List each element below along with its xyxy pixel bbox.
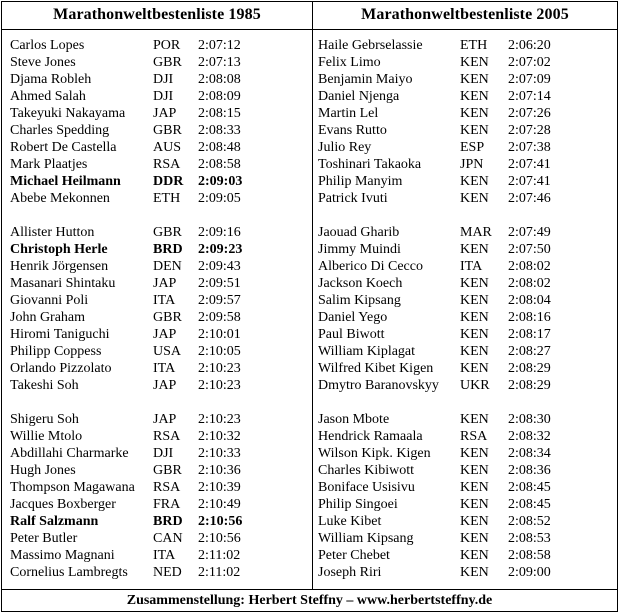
runner-country: KEN xyxy=(460,514,489,529)
runner-country: DJI xyxy=(153,446,174,461)
runner-time: 2:06:20 xyxy=(508,38,551,53)
runner-time: 2:11:02 xyxy=(198,565,241,580)
runner-country: KEN xyxy=(460,531,489,546)
runner-name: Abdillahi Charmarke xyxy=(10,446,129,461)
runner-country: USA xyxy=(153,344,182,359)
runner-name: Christoph Herle xyxy=(10,242,108,257)
title-2005: Marathonweltbestenliste 2005 xyxy=(361,6,569,23)
runner-country: JAP xyxy=(153,327,177,342)
runner-country: DDR xyxy=(153,174,184,189)
runner-time: 2:08:53 xyxy=(508,531,551,546)
runner-name: Takeshi Soh xyxy=(10,378,79,393)
runner-name: Philipp Coppess xyxy=(10,344,102,359)
runner-country: KEN xyxy=(460,276,489,291)
runner-time: 2:08:34 xyxy=(508,446,551,461)
runner-country: RSA xyxy=(153,480,181,495)
runner-time: 2:09:51 xyxy=(198,276,241,291)
runner-name: Jacques Boxberger xyxy=(10,497,116,512)
runner-time: 2:07:28 xyxy=(508,123,551,138)
runner-name: Joseph Riri xyxy=(318,565,382,580)
runner-name: Wilson Kipk. Kigen xyxy=(318,446,431,461)
runner-country: KEN xyxy=(460,361,489,376)
runner-time: 2:08:32 xyxy=(508,429,551,444)
runner-name: Hendrick Ramaala xyxy=(318,429,423,444)
runner-name: Julio Rey xyxy=(318,140,372,155)
runner-time: 2:07:12 xyxy=(198,38,241,53)
runner-country: KEN xyxy=(460,72,489,87)
runner-country: RSA xyxy=(153,429,181,444)
runner-time: 2:10:23 xyxy=(198,361,241,376)
runner-country: JAP xyxy=(153,412,177,427)
runner-name: Alberico Di Cecco xyxy=(318,259,423,274)
runner-name: Haile Gebrselassie xyxy=(318,38,423,53)
runner-time: 2:08:48 xyxy=(198,140,241,155)
runner-name: Carlos Lopes xyxy=(10,38,85,53)
runner-time: 2:08:02 xyxy=(508,276,551,291)
runner-time: 2:08:30 xyxy=(508,412,551,427)
runner-name: Charles Spedding xyxy=(10,123,110,138)
runner-time: 2:10:36 xyxy=(198,463,241,478)
runner-time: 2:09:43 xyxy=(198,259,241,274)
runner-time: 2:10:23 xyxy=(198,412,241,427)
runner-time: 2:09:16 xyxy=(198,225,241,240)
runner-country: ETH xyxy=(153,191,181,206)
runner-country: KEN xyxy=(460,344,489,359)
runner-time: 2:09:57 xyxy=(198,293,241,308)
runner-country: KEN xyxy=(460,548,489,563)
runner-country: KEN xyxy=(460,106,489,121)
runner-time: 2:10:49 xyxy=(198,497,241,512)
runner-country: UKR xyxy=(460,378,490,393)
runner-time: 2:10:01 xyxy=(198,327,241,342)
runner-name: Ahmed Salah xyxy=(10,89,86,104)
runner-name: Toshinari Takaoka xyxy=(318,157,422,172)
runner-time: 2:08:09 xyxy=(198,89,241,104)
runner-name: Boniface Usisivu xyxy=(318,480,415,495)
runner-name: Jackson Koech xyxy=(318,276,403,291)
runner-time: 2:07:09 xyxy=(508,72,551,87)
runner-time: 2:10:05 xyxy=(198,344,241,359)
footer-divider xyxy=(2,589,617,590)
runner-country: JPN xyxy=(460,157,484,172)
runner-country: GBR xyxy=(153,463,182,478)
runner-name: Evans Rutto xyxy=(318,123,387,138)
runner-country: JAP xyxy=(153,106,177,121)
runner-time: 2:07:50 xyxy=(508,242,551,257)
runner-time: 2:09:05 xyxy=(198,191,241,206)
runner-country: DJI xyxy=(153,72,174,87)
runner-name: Robert De Castella xyxy=(10,140,117,155)
runner-country: KEN xyxy=(460,565,489,580)
runner-time: 2:08:45 xyxy=(508,497,551,512)
runner-time: 2:07:49 xyxy=(508,225,551,240)
runner-name: Patrick Ivuti xyxy=(318,191,388,206)
runner-name: Michael Heilmann xyxy=(10,174,121,189)
runner-name: Martin Lel xyxy=(318,106,379,121)
runner-name: Charles Kibiwott xyxy=(318,463,415,478)
ranking-table xyxy=(1,1,618,612)
runner-name: Djama Robleh xyxy=(10,72,92,87)
runner-time: 2:08:36 xyxy=(508,463,551,478)
runner-country: JAP xyxy=(153,378,177,393)
runner-time: 2:10:23 xyxy=(198,378,241,393)
runner-country: FRA xyxy=(153,497,181,512)
runner-country: KEN xyxy=(460,123,489,138)
runner-name: Peter Butler xyxy=(10,531,78,546)
runner-name: Shigeru Soh xyxy=(10,412,79,427)
runner-name: Takeyuki Nakayama xyxy=(10,106,126,121)
runner-country: JAP xyxy=(153,276,177,291)
header-divider xyxy=(2,29,617,30)
runner-country: KEN xyxy=(460,310,489,325)
runner-name: Wilfred Kibet Kigen xyxy=(318,361,434,376)
runner-name: Massimo Magnani xyxy=(10,548,115,563)
runner-name: Felix Limo xyxy=(318,55,381,70)
runner-time: 2:08:16 xyxy=(508,310,551,325)
runner-time: 2:08:33 xyxy=(198,123,241,138)
runner-country: DEN xyxy=(153,259,182,274)
title-1985: Marathonweltbestenliste 1985 xyxy=(53,6,261,23)
runner-country: CAN xyxy=(153,531,183,546)
runner-country: KEN xyxy=(460,191,489,206)
runner-country: POR xyxy=(153,38,181,53)
runner-name: Peter Chebet xyxy=(318,548,390,563)
runner-name: Abebe Mekonnen xyxy=(10,191,110,206)
runner-time: 2:08:17 xyxy=(508,327,551,342)
runner-time: 2:08:58 xyxy=(198,157,241,172)
runner-name: John Graham xyxy=(10,310,86,325)
runner-time: 2:08:27 xyxy=(508,344,551,359)
runner-country: ITA xyxy=(153,293,176,308)
runner-country: KEN xyxy=(460,327,489,342)
runner-name: Jason Mbote xyxy=(318,412,390,427)
runner-time: 2:07:26 xyxy=(508,106,551,121)
runner-name: Jaouad Gharib xyxy=(318,225,400,240)
runner-name: Giovanni Poli xyxy=(10,293,89,308)
runner-name: Cornelius Lambregts xyxy=(10,565,128,580)
runner-name: Hiromi Taniguchi xyxy=(10,327,110,342)
runner-country: ITA xyxy=(460,259,483,274)
runner-time: 2:07:38 xyxy=(508,140,551,155)
runner-name: Philip Singoei xyxy=(318,497,398,512)
runner-country: KEN xyxy=(460,89,489,104)
runner-time: 2:08:02 xyxy=(508,259,551,274)
runner-name: Willie Mtolo xyxy=(10,429,83,444)
runner-country: KEN xyxy=(460,497,489,512)
runner-country: NED xyxy=(153,565,182,580)
runner-name: Ralf Salzmann xyxy=(10,514,99,529)
runner-time: 2:08:29 xyxy=(508,361,551,376)
runner-time: 2:09:03 xyxy=(198,174,243,189)
runner-country: KEN xyxy=(460,293,489,308)
runner-time: 2:07:41 xyxy=(508,157,551,172)
runner-country: GBR xyxy=(153,123,182,138)
runner-country: RSA xyxy=(460,429,488,444)
runner-time: 2:09:58 xyxy=(198,310,241,325)
runner-name: Mark Plaatjes xyxy=(10,157,88,172)
runner-time: 2:07:02 xyxy=(508,55,551,70)
runner-time: 2:08:45 xyxy=(508,480,551,495)
runner-name: Daniel Yego xyxy=(318,310,388,325)
runner-country: DJI xyxy=(153,89,174,104)
runner-country: GBR xyxy=(153,310,182,325)
runner-name: Orlando Pizzolato xyxy=(10,361,112,376)
runner-time: 2:07:41 xyxy=(508,174,551,189)
runner-name: Steve Jones xyxy=(10,55,76,70)
runner-name: Masanari Shintaku xyxy=(10,276,116,291)
runner-country: KEN xyxy=(460,412,489,427)
runner-time: 2:07:46 xyxy=(508,191,551,206)
runner-time: 2:08:04 xyxy=(508,293,551,308)
runner-time: 2:09:00 xyxy=(508,565,551,580)
runner-time: 2:08:08 xyxy=(198,72,241,87)
runner-name: Henrik Jörgensen xyxy=(10,259,109,274)
runner-time: 2:10:39 xyxy=(198,480,241,495)
runner-name: Luke Kibet xyxy=(318,514,382,529)
runner-country: BRD xyxy=(153,514,183,529)
runner-name: Paul Biwott xyxy=(318,327,385,342)
runner-time: 2:10:56 xyxy=(198,531,241,546)
runner-country: KEN xyxy=(460,242,489,257)
runner-time: 2:09:23 xyxy=(198,242,243,257)
runner-name: Philip Manyim xyxy=(318,174,403,189)
runner-country: KEN xyxy=(460,463,489,478)
runner-name: Hugh Jones xyxy=(10,463,76,478)
runner-country: KEN xyxy=(460,480,489,495)
runner-name: Jimmy Muindi xyxy=(318,242,401,257)
runner-country: ESP xyxy=(460,140,485,155)
runner-name: William Kiplagat xyxy=(318,344,416,359)
runner-country: ITA xyxy=(153,361,176,376)
footer-credit: Zusammenstellung: Herbert Steffny – www.herbertsteffny.de xyxy=(126,593,493,608)
runner-name: Thompson Magawana xyxy=(10,480,135,495)
runner-country: BRD xyxy=(153,242,183,257)
runner-name: Salim Kipsang xyxy=(318,293,401,308)
runner-name: Benjamin Maiyo xyxy=(318,72,413,87)
runner-time: 2:07:14 xyxy=(508,89,551,104)
runner-time: 2:08:29 xyxy=(508,378,551,393)
runner-time: 2:08:15 xyxy=(198,106,241,121)
runner-time: 2:08:58 xyxy=(508,548,551,563)
runner-country: MAR xyxy=(460,225,492,240)
runner-country: KEN xyxy=(460,446,489,461)
runner-name: Daniel Njenga xyxy=(318,89,400,104)
runner-time: 2:07:13 xyxy=(198,55,241,70)
runner-name: William Kipsang xyxy=(318,531,414,546)
runner-country: GBR xyxy=(153,55,182,70)
runner-country: AUS xyxy=(153,140,182,155)
runner-country: ITA xyxy=(153,548,176,563)
runner-country: GBR xyxy=(153,225,182,240)
runner-country: RSA xyxy=(153,157,181,172)
runner-name: Allister Hutton xyxy=(10,225,95,240)
runner-country: KEN xyxy=(460,174,489,189)
column-divider xyxy=(312,2,313,589)
runner-name: Dmytro Baranovskyy xyxy=(318,378,439,393)
runner-time: 2:11:02 xyxy=(198,548,241,563)
runner-time: 2:10:32 xyxy=(198,429,241,444)
runner-country: ETH xyxy=(460,38,488,53)
runner-time: 2:10:33 xyxy=(198,446,241,461)
runner-time: 2:10:56 xyxy=(198,514,243,529)
runner-country: KEN xyxy=(460,55,489,70)
runner-time: 2:08:52 xyxy=(508,514,551,529)
